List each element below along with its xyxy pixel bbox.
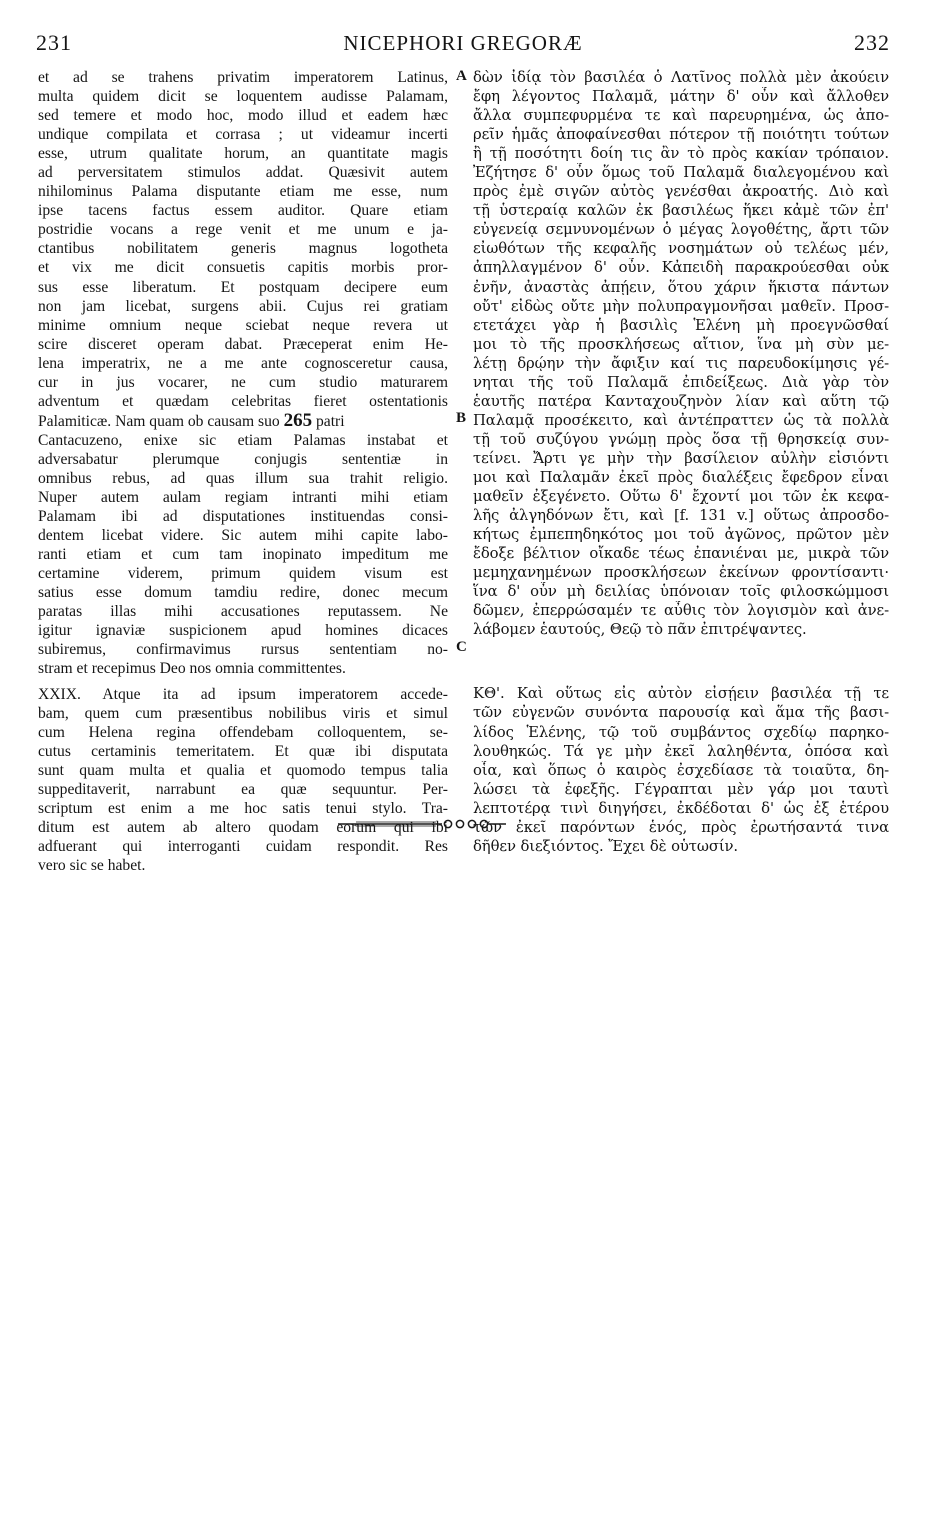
text-line: ipse tacens factus essem auditor. Quare etiam: [38, 202, 448, 220]
page-number-right: 232: [853, 30, 890, 55]
text-line: scire disceret operam dabat. Præceperat enim He-: [38, 335, 448, 353]
text-line: λώσει τὰ ἐφεξῆς. Γέγραπται μὲν γάρ μοι ταυτὶ: [473, 780, 889, 798]
margin-marker-a: A: [456, 68, 467, 84]
text-line: τῶν ἐκεῖ παρόντων ἑνός, πρὸς ἐρωτήσαντά τινα: [473, 818, 889, 836]
column-number: 265: [283, 410, 313, 431]
text-line: ἀπηλλαγμένον δ' οὖν. Κἀπειδὴ παρακρούεσθαι οὐκ: [473, 259, 889, 277]
text-line: Palamam ibi ad disputationes instituendas consi-: [38, 508, 448, 526]
text-line: λῆς ἀλγηδόνων ἔτι, καὶ [f. 131 v.] οὕτως ἀπροσδο-: [473, 507, 889, 525]
text-line: sunt quam multa et qualia et quomodo tempus talia: [38, 761, 448, 779]
margin-marker-c: C: [456, 639, 467, 655]
text-line: λέτῃ δρῴην τὴν ἄφιξιν καί τις παρευδοκίμησις γέ-: [473, 354, 889, 372]
text-line: τῇ τοῦ συζύγου γνώμῃ πρὸς ὅσα τῇ θρησκείᾳ συν-: [473, 430, 889, 448]
text-fragment: patri: [315, 412, 345, 430]
text-line: satius esse domum tamdiu redire, donec mecum: [38, 584, 448, 602]
text-line: adversabatur plerumque conjugis sententiæ in: [38, 450, 448, 468]
text-line: sed temere et modo hoc, modo illud et eadem hæc: [38, 107, 448, 125]
text-line: κήτως ἐμπεπηδηκότος μοι τοῦ ἀγῶνος, πρῶτον μὲν: [473, 526, 889, 544]
text-line: non jam licebat, surgens abii. Cujus rei gratiam: [38, 297, 448, 315]
text-line: ranti etiam et cum tam inopinato impeditum me: [38, 546, 448, 564]
text-line: ἐνῆν, ἀναστὰς ἀπῄειν, ὅτου χάριν ἥκιστα πάντων: [473, 278, 889, 296]
text-line: multa quidem dicit se loquentem audisse Palamam,: [38, 88, 448, 106]
text-line: lena imperatrix, ne a me ante cognosceretur causa,: [38, 354, 448, 372]
text-line: λίδος Ἑλένης, τῷ τοῦ συμβάντος σχεδίῳ παρηκο-: [473, 723, 889, 741]
margin-marker-b: B: [456, 410, 467, 426]
text-line: ρεῖν ἡμᾶς ἀποφαίνεσθαι πότερον τῇ ποιότητι τούτων: [473, 126, 889, 144]
text-line: ἔφη λέγοντος Παλαμᾶ, μάτην δ' οὖν καὶ ἄλλοθεν: [473, 88, 889, 106]
text-line: ad perversitatem stimulos addat. Quæsivit autem: [38, 164, 448, 182]
text-line: Nuper autem aulam regiam intranti mihi etiam: [38, 489, 448, 507]
text-line: δῆθεν διεξιόντος. Ἔχει δὲ οὑτωσίν.: [473, 837, 739, 855]
text-line: cur in jus vocarer, ne cum studio maturarem: [38, 373, 448, 391]
text-line: λουθηκώς. Τά γε μὴν ἐκεῖ λαληθέντα, ὁπόσα καὶ: [473, 742, 889, 760]
text-line: paratas illas mihi accusationes reputassem. Ne: [38, 603, 448, 621]
running-header: [36, 30, 890, 60]
text-line: nihilominus Palama disputante etiam me esse, num: [38, 183, 448, 201]
text-line: μεμηχανημένων προσκλήσεων ἐκείνων φροντίσαντι·: [473, 564, 889, 582]
text-line: πρὸς ἐμὲ σιγῶν αὐτὸς γενέσθαι ἀκροατής. Διὸ καὶ: [473, 183, 889, 201]
text-line: ditum est autem ab altero quodam eorum qui ibi: [38, 818, 448, 836]
text-line: ετετάχει γὰρ ἡ βασιλὶς Ἑλένη μὴ προεγνῶσθαί: [473, 316, 889, 334]
text-line: scriptum est enim a me hoc satis tenui stylo. Tra-: [38, 799, 448, 817]
text-line: cutus certaminis temeritatem. Et quæ ibi disputata: [38, 742, 448, 760]
end-ornament: [338, 818, 506, 830]
text-line: λάβομεν ἑαυτούς, Θεῷ τὸ πᾶν ἐπιτρέψαντες.: [473, 621, 807, 639]
text-line: et vix me dicit consuetis capitis morbis pror-: [38, 259, 448, 277]
paragraph-gap: [473, 639, 889, 684]
text-line: cum Helena regina offendebam colloquentem, se-: [38, 723, 448, 741]
text-line: minime omnium neque sciebat neque revera ut: [38, 316, 448, 334]
text-line: ΚΘ'. Καὶ οὕτως εἰς αὐτὸν εἰσῄειν βασιλέα τῇ τε: [473, 685, 889, 703]
text-line: τῶν εὐγενῶν συνόντα παρουσίᾳ καὶ ἅμα τῆς βασι-: [473, 704, 889, 722]
text-line: [38, 411, 448, 431]
text-line: undique compilata et corrasa ; ut videamur incerti: [38, 126, 448, 144]
text-line: μοι τὸ τῆς προσκλήσεως αἴτιον, ἵνα μὴ σὺν με-: [473, 335, 889, 353]
text-line: τείνει. Ἄρτι γε μὴν τὴν βασίλειον αὐλὴν εἰσιόντι: [473, 449, 889, 467]
text-line: XXIX. Atque ita ad ipsum imperatorem accede-: [38, 685, 448, 703]
text-fragment: Palamiticæ. Nam quam ob causam suo: [38, 412, 280, 430]
text-line: vero sic se habet.: [38, 856, 146, 874]
text-line: ἄλλα συμπεφυρμένα τε καὶ παρευρημένα, ὡς ἀπο-: [473, 107, 889, 125]
text-line: adventum et quædam celebritas fieret ostentationis: [38, 392, 448, 410]
text-line: ἑαυτῆς πατέρα Κανταχουζηνὸν λίαν καὶ αὕτη τῷ: [473, 392, 889, 410]
text-line: igitur ignaviæ suspicionem apud homines dicaces: [38, 622, 448, 640]
latin-column: [38, 68, 448, 875]
text-line: esse, utrum qualitate horum, an quantitate magis: [38, 145, 448, 163]
text-line: λεπτοτέρᾳ τινὶ διηγήσει, ἐκδέδοται δ' ὡς ἐξ ἑτέρου: [473, 799, 889, 817]
text-line: Παλαμᾷ προσέκειτο, καὶ ἀντέπραττεν ὡς τὰ πολλὰ: [473, 411, 889, 429]
text-line: certamine viderem, primum quidem visum est: [38, 565, 448, 583]
text-line: sus esse liberatum. Et postquam decipere eum: [38, 278, 448, 296]
text-line: omnibus rebus, ad quas illum sua trahit religio.: [38, 469, 448, 487]
text-line: postridie vocans a rege venit et me unum e ja-: [38, 221, 448, 239]
text-line: dentem licebat videre. Sic autem mihi capite labo-: [38, 527, 448, 545]
text-line: et ad se trahens privatim imperatorem Latinus,: [38, 69, 448, 86]
text-line: adfuerant qui interroganti cuidam respondit. Res: [38, 837, 448, 855]
text-line: νηται τῆς τοῦ Παλαμᾶ ἐπιδείξεως. Διὰ γὰρ τὸν: [473, 373, 889, 391]
text-line: Cantacuzeno, enixe sic etiam Palamas instabat et: [38, 431, 448, 449]
text-line: μοι καὶ Παλαμᾶν ἐκεῖ πρὸς διαλέξεις ἔφεδρον εἶναι: [473, 468, 889, 486]
greek-column: [473, 68, 889, 856]
text-line: ἔδοξε βέλτιον οἴκαδε τέως ἐπανιέναι με, μικρὰ τῶν: [473, 545, 889, 563]
text-line: μαθεῖν ἐξεγένετο. Οὕτω δ' ἔχοντί μοι τῶν ἐκ κεφα-: [473, 488, 889, 506]
text-line: εὐγενείᾳ σεμνυνομένων ὁ μέγας λογοθέτης, ἄρτι τῶν: [473, 221, 889, 239]
text-line: ἵνα δ' οὖν μὴ δειλίας ὑπόνοιαν τοῖς φιλοσκώμμοσι: [473, 583, 889, 601]
text-line: suppeditaverit, narrabunt ea quæ sequuntur. Per-: [38, 780, 448, 798]
page-number-left: 231: [36, 30, 72, 55]
text-line: οἷα, καὶ ὅπως ὁ καιρὸς ἐσχεδίασε τὰ τοιαῦτα, δη-: [473, 761, 889, 779]
text-line: δὼν ἰδίᾳ τὸν βασιλέα ὁ Λατῖνος πολλὰ μὲν ἀκούειν: [473, 69, 889, 86]
text-line: stram et recepimus Deo nos omnia committentes.: [38, 660, 346, 678]
text-line: ἢ τῇ ποσότητι δοίη τις ἂν τὸ πρὸς κακίαν τρόπαιον.: [473, 145, 889, 163]
text-line: οὔτ' εἰδὼς οὔτε μὴν πολυπραγμονῆσαι μαθεῖν. Προσ-: [473, 297, 889, 315]
text-line: bam, quem cum præsentibus nobilibus viris et simul: [38, 704, 448, 722]
text-line: εἰωθότων τῆς κεφαλῆς νοσημάτων οὐ τελέως μέν,: [473, 240, 889, 258]
text-line: Ἐζήτησε δ' οὖν ὅμως τοῦ Παλαμᾶ διαλεγομένου καὶ: [473, 164, 889, 182]
text-line: τῇ ὑστεραίᾳ καλῶν ἐκ βασιλέως ἥκει κἀμὲ τῶν ἐπ': [473, 202, 889, 220]
text-line: δῶμεν, ἐπερρώσαμέν τε αὖθις τὸν λογισμὸν καὶ ἀνε-: [473, 602, 889, 620]
text-line: subiremus, confirmavimus rursus sententiam no-: [38, 641, 448, 659]
text-line: ctantibus nobilitatem generis magnus logotheta: [38, 240, 448, 258]
running-title: NICEPHORI GREGORÆ: [343, 31, 583, 55]
